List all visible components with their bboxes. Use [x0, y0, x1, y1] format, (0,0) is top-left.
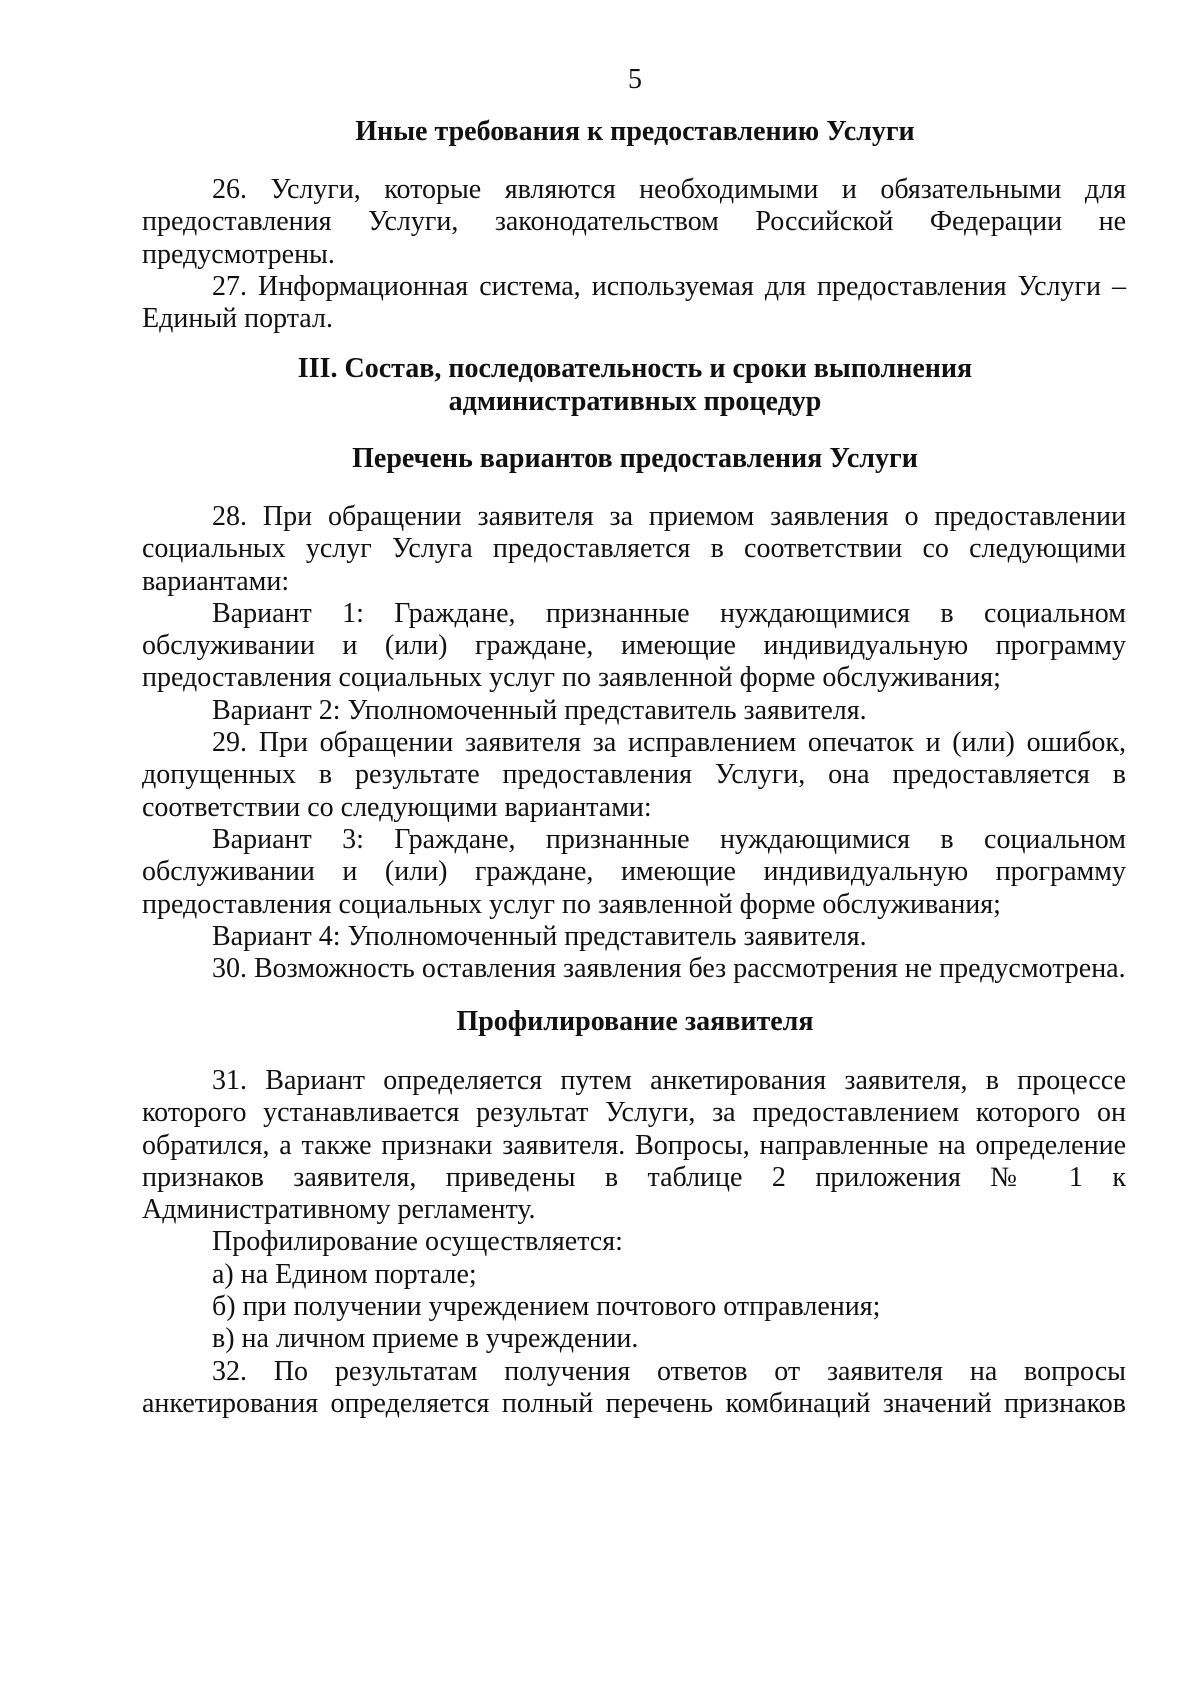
heading-line-1: III. Состав, последовательность и сроки выполнения: [297, 353, 973, 384]
section-heading-administrative-procedures: [0, 352, 1200, 418]
profiling-item-a: а) на Едином портале;: [212, 1258, 477, 1290]
profiling-item-c: в) на личном приеме в учреждении.: [212, 1323, 639, 1355]
profiling-intro: Профилирование осуществляется:: [212, 1226, 623, 1258]
section-body-variants: [142, 501, 1126, 985]
variant-3: Вариант 3: Граждане, признанные нуждающимися в социальном обслуживании и (или) граждане, имеющие индивидуальную программу предоставления социальных услуг по заявленной форме обслуживания;: [142, 823, 1126, 920]
variant-1: Вариант 1: Граждане, признанные нуждающимися в социальном обслуживании и (или) граждане, имеющие индивидуальную программу предоставления социальных услуг по заявленной форме обслуживания;: [142, 597, 1126, 694]
variant-2: Вариант 2: Уполномоченный представитель заявителя.: [212, 694, 867, 726]
section-heading-other-requirements: Иные требования к предоставлению Услуги: [355, 116, 915, 147]
paragraph-32: 32. По результатам получения ответов от заявителя на вопросы анкетирования определяется полный перечень комбинаций значений признаков: [142, 1355, 1126, 1419]
paragraph-30: 30. Возможность оставления заявления без рассмотрения не предусмотрена.: [212, 953, 1126, 985]
heading-line-2: административных процедур: [448, 386, 822, 417]
paragraph-27: 27. Информационная система, используемая для предоставления Услуги – Единый портал.: [142, 270, 1126, 335]
profiling-item-b: б) при получении учреждением почтового отправления;: [212, 1291, 881, 1323]
section-heading-profiling: Профилирование заявителя: [456, 1006, 814, 1037]
paragraph-28: 28. При обращении заявителя за приемом заявления о предоставлении социальных услуг Услуга предоставляется в соответствии со следующими вариантами:: [142, 501, 1126, 597]
section-body-other-requirements: [142, 174, 1126, 335]
paragraph-31: 31. Вариант определяется путем анкетирования заявителя, в процессе которого устанавливается результат Услуги, за предоставлением которого он обратился, а также признаки заявителя. Вопросы, направленные на определение признаков заявителя, приведены в таблице 2 приложения № 1 к Административному регламенту.: [142, 1065, 1126, 1226]
page-number: 5: [628, 64, 642, 95]
paragraph-26: 26. Услуги, которые являются необходимыми и обязательными для предоставления Услуги, законодательством Российской Федерации не предусмотрены.: [142, 174, 1126, 270]
paragraph-29: 29. При обращении заявителя за исправлением опечаток и (или) ошибок, допущенных в результате предоставления Услуги, она предоставляется в соответствии со следующими вариантами:: [142, 727, 1126, 823]
variant-4: Вариант 4: Уполномоченный представитель заявителя.: [212, 920, 867, 952]
section-heading-variants-list: Перечень вариантов предоставления Услуги: [352, 443, 918, 474]
section-body-profiling: [142, 1065, 1126, 1420]
